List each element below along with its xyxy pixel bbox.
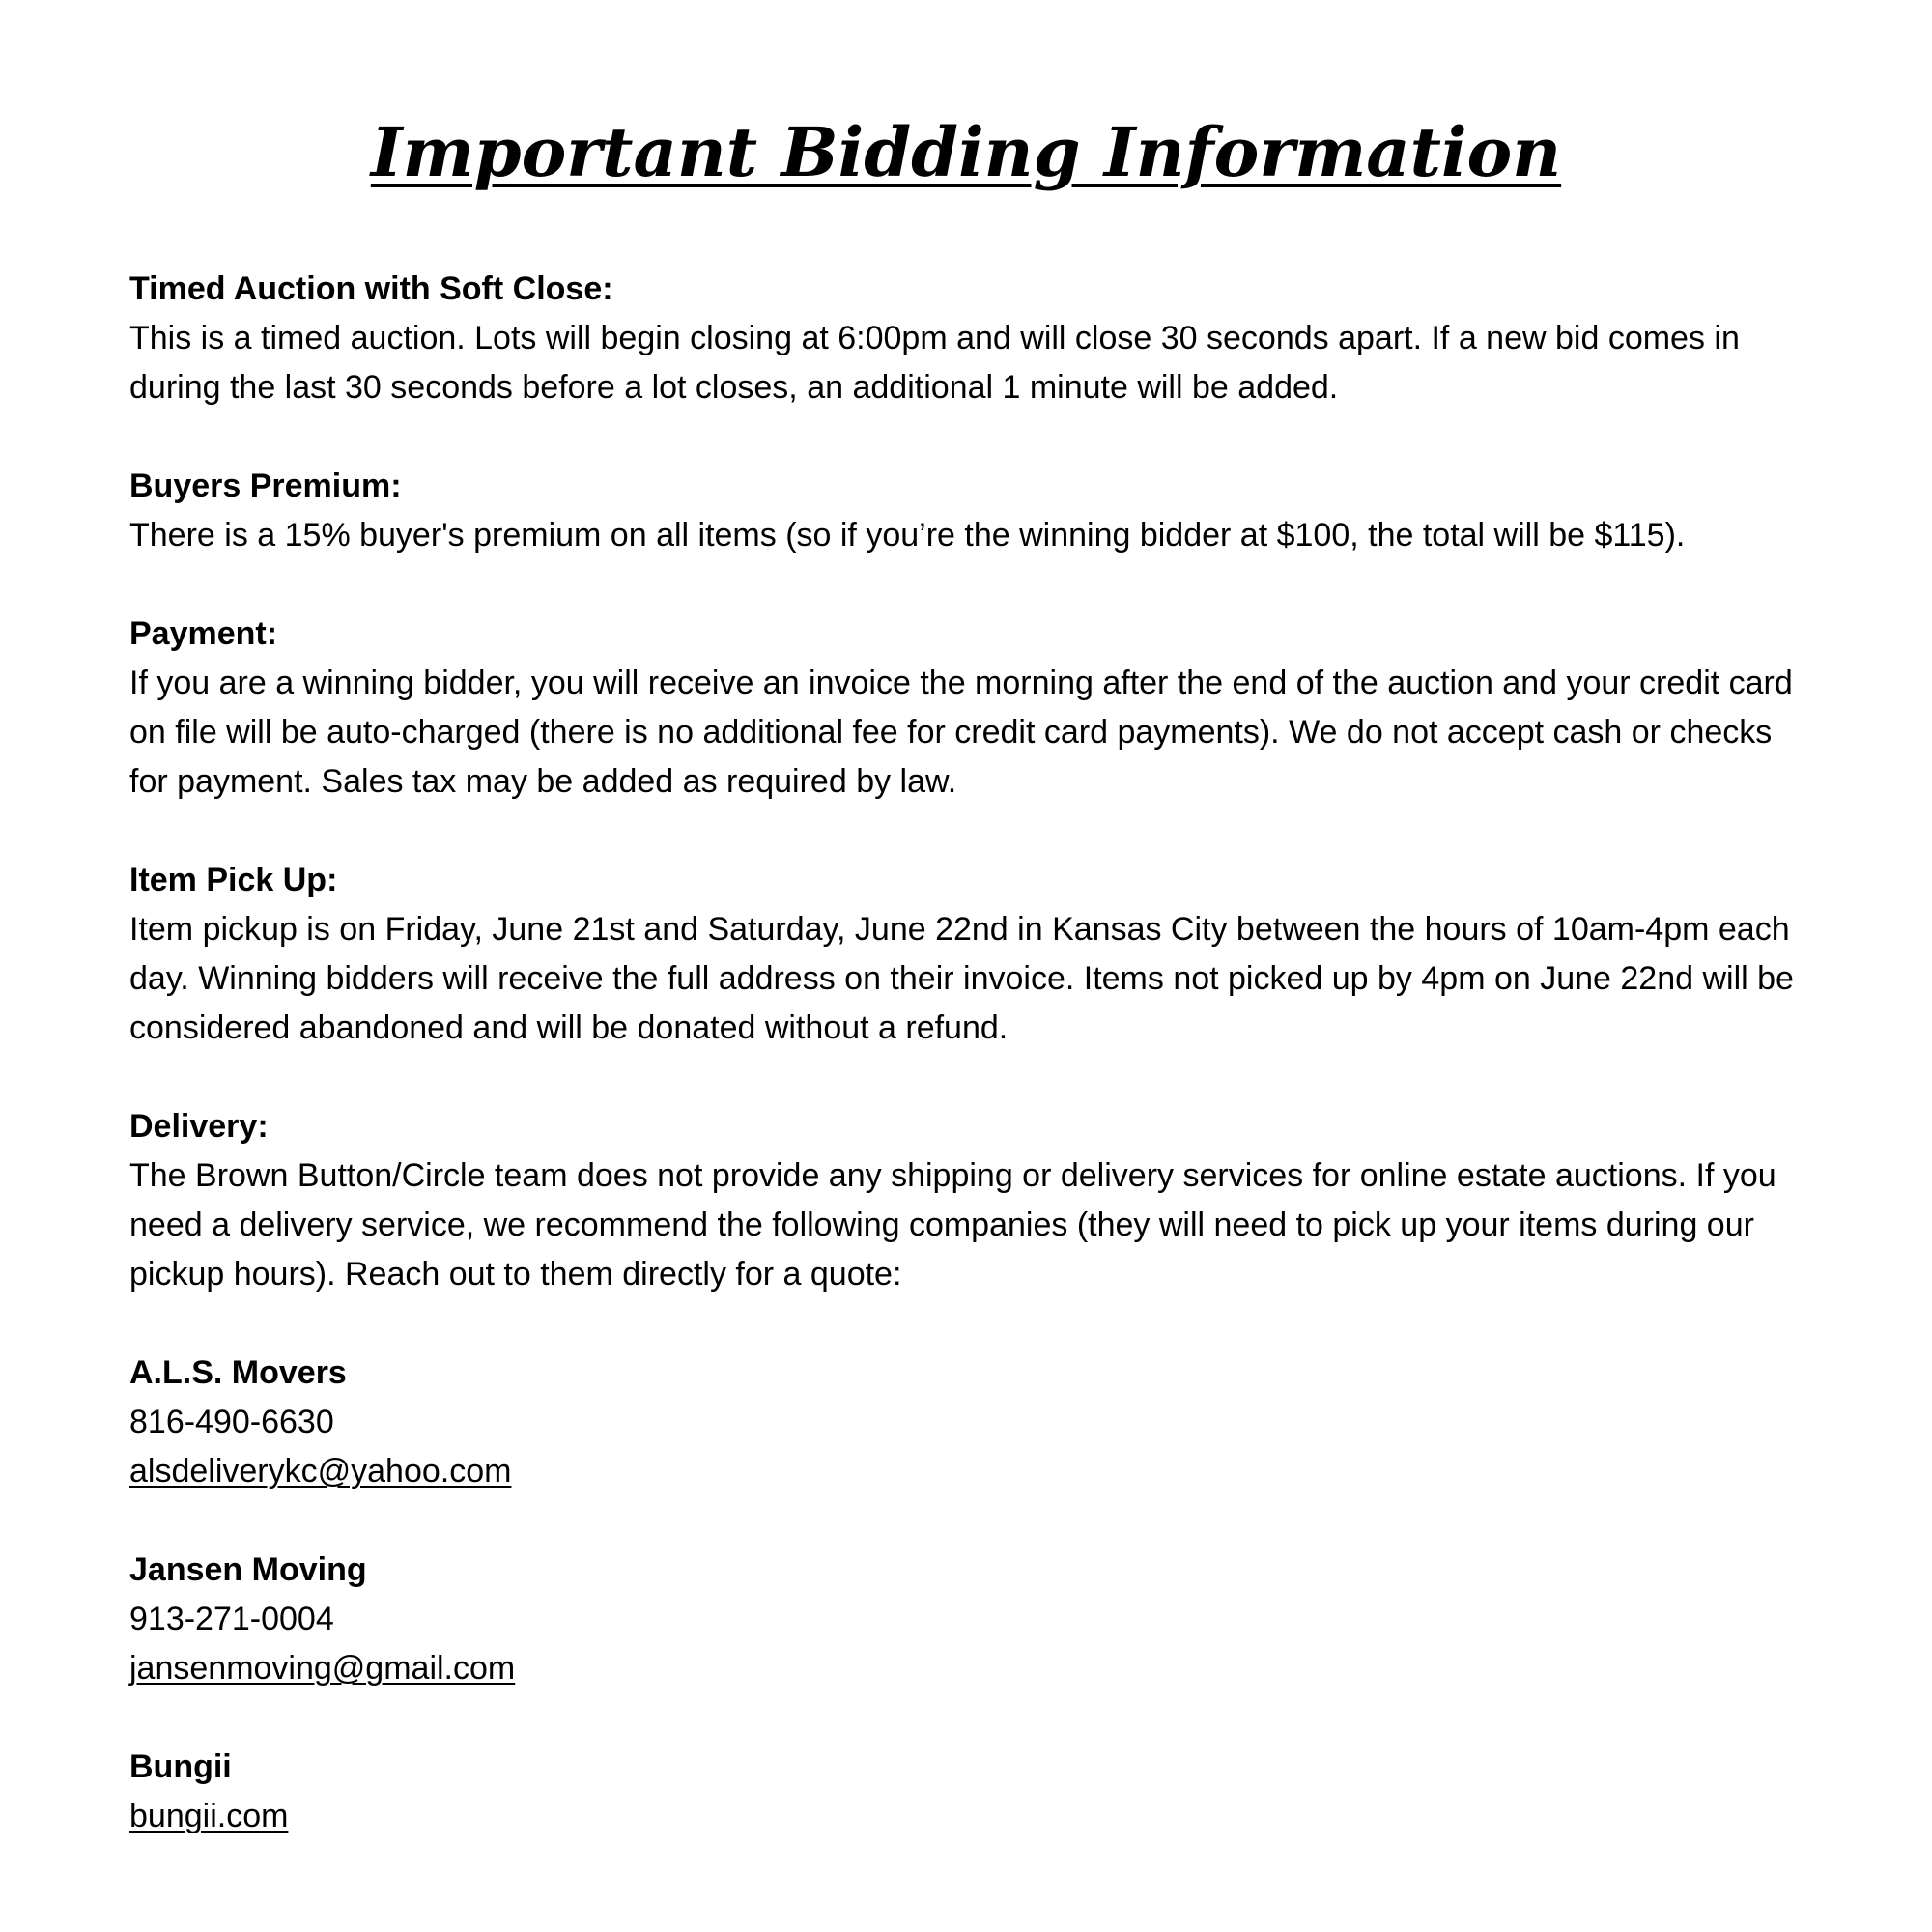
document-body bbox=[129, 265, 1810, 1890]
company-name: A.L.S. Movers bbox=[129, 1354, 347, 1391]
company-website-link[interactable]: bungii.com bbox=[129, 1798, 289, 1834]
company-name: Bungii bbox=[129, 1748, 232, 1785]
section-heading: Buyers Premium: bbox=[129, 468, 402, 504]
section-delivery bbox=[129, 1102, 1810, 1299]
section-heading: Item Pick Up: bbox=[129, 862, 338, 898]
section-body: If you are a winning bidder, you will receive an invoice the morning after the end of the auction and your credit card on file will be auto-charged (there is no additional fee for credit card payments). We do not accept cash or checks for payment. Sales tax may be added as required by law. bbox=[129, 665, 1793, 800]
section-buyers-premium bbox=[129, 462, 1810, 560]
company-email-link[interactable]: jansenmoving@gmail.com bbox=[129, 1650, 516, 1687]
company-als-movers bbox=[129, 1349, 1810, 1496]
company-jansen-moving bbox=[129, 1546, 1810, 1693]
company-bungii bbox=[129, 1743, 1810, 1841]
section-heading: Timed Auction with Soft Close: bbox=[129, 270, 613, 307]
company-phone: 913-271-0004 bbox=[129, 1601, 334, 1637]
page-title: Important Bidding Information bbox=[370, 112, 1562, 192]
company-email-link[interactable]: alsdeliverykc@yahoo.com bbox=[129, 1453, 512, 1490]
section-heading: Delivery: bbox=[129, 1108, 269, 1145]
section-body: This is a timed auction. Lots will begin closing at 6:00pm and will close 30 seconds apart. If a new bid comes in during the last 30 seconds before a lot closes, an additional 1 minute will be added. bbox=[129, 320, 1740, 406]
section-heading: Payment: bbox=[129, 615, 278, 652]
company-name: Jansen Moving bbox=[129, 1551, 367, 1588]
section-item-pick-up bbox=[129, 856, 1810, 1053]
section-body: There is a 15% buyer's premium on all items (so if you’re the winning bidder at $100, the total will be $115). bbox=[129, 517, 1686, 554]
section-timed-auction bbox=[129, 265, 1810, 412]
section-body: Item pickup is on Friday, June 21st and Saturday, June 22nd in Kansas City between the hours of 10am-4pm each day. Winning bidders will receive the full address on their invoice. Items not picked up by 4pm on June 22nd will be considered abandoned and will be donated without a refund. bbox=[129, 911, 1794, 1046]
section-payment bbox=[129, 610, 1810, 807]
section-body: The Brown Button/Circle team does not provide any shipping or delivery services for online estate auctions. If you need a delivery service, we recommend the following companies (they will need to pick up your items during our pickup hours). Reach out to them directly for a quote: bbox=[129, 1157, 1776, 1293]
company-phone: 816-490-6630 bbox=[129, 1404, 334, 1440]
